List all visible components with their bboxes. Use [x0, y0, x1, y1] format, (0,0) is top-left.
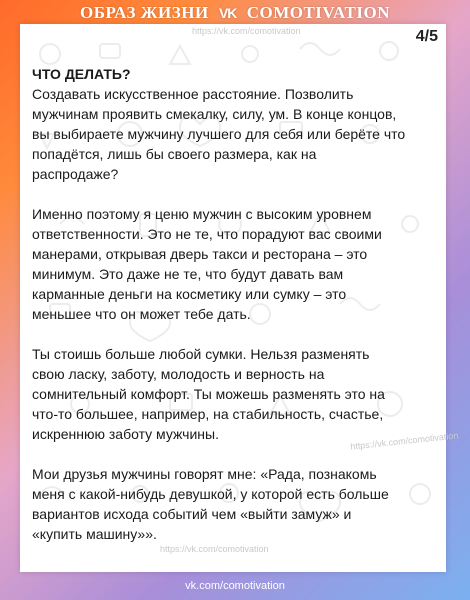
brand-left-text: ОБРАЗ ЖИЗНИ	[80, 3, 209, 22]
paragraph-3: Ты стоишь больше любой сумки. Нельзя разменять свою ласку, заботу, молодость и верность на сомнительный комфорт. Ты можешь разменять это на что-то большее, например, на стабильность, счастье, искреннюю заботу мужчины.	[32, 346, 385, 442]
url-watermark: https://vk.com/comotivation	[349, 430, 459, 452]
top-brand-bar	[0, 0, 470, 26]
brand-title	[80, 3, 390, 23]
url-watermark: https://vk.com/comotivation	[160, 544, 269, 554]
section-heading: ЧТО ДЕЛАТЬ?	[32, 66, 131, 82]
page-counter: 4/5	[415, 28, 438, 45]
content-card	[20, 24, 459, 572]
url-watermark: https://vk.com/comotivation	[192, 26, 301, 36]
vk-logo-icon: VK	[218, 5, 237, 21]
article-text	[32, 64, 436, 564]
footer-url: vk.com/comotivation	[185, 580, 285, 592]
paragraph-2: Именно поэтому я ценю мужчин с высоким уровнем ответственности. Это не те, что порадуют вас своими манерами, открывая дверь такси и ресторана – это минимум. Это даже не те, что будут давать вам карманные деньги на косметику или сумку – это меньшее что он может тебе дать.	[32, 206, 382, 322]
brand-right-text: COMOTIVATION	[246, 3, 390, 22]
paragraph-4: Мои друзья мужчины говорят мне: «Рада, познакомь меня с какой-нибудь девушкой, у которой есть больше вариантов исхода событий чем «выйти замуж» и «купить машину»».	[32, 466, 389, 542]
paragraph-1: Создавать искусственное расстояние. Позволить мужчинам проявить смекалку, силу, ум. В конце концов, вы выбираете мужчину лучшего для себя или берёте что попадётся, лишь бы своего размера, как на распродаже?	[32, 86, 406, 182]
